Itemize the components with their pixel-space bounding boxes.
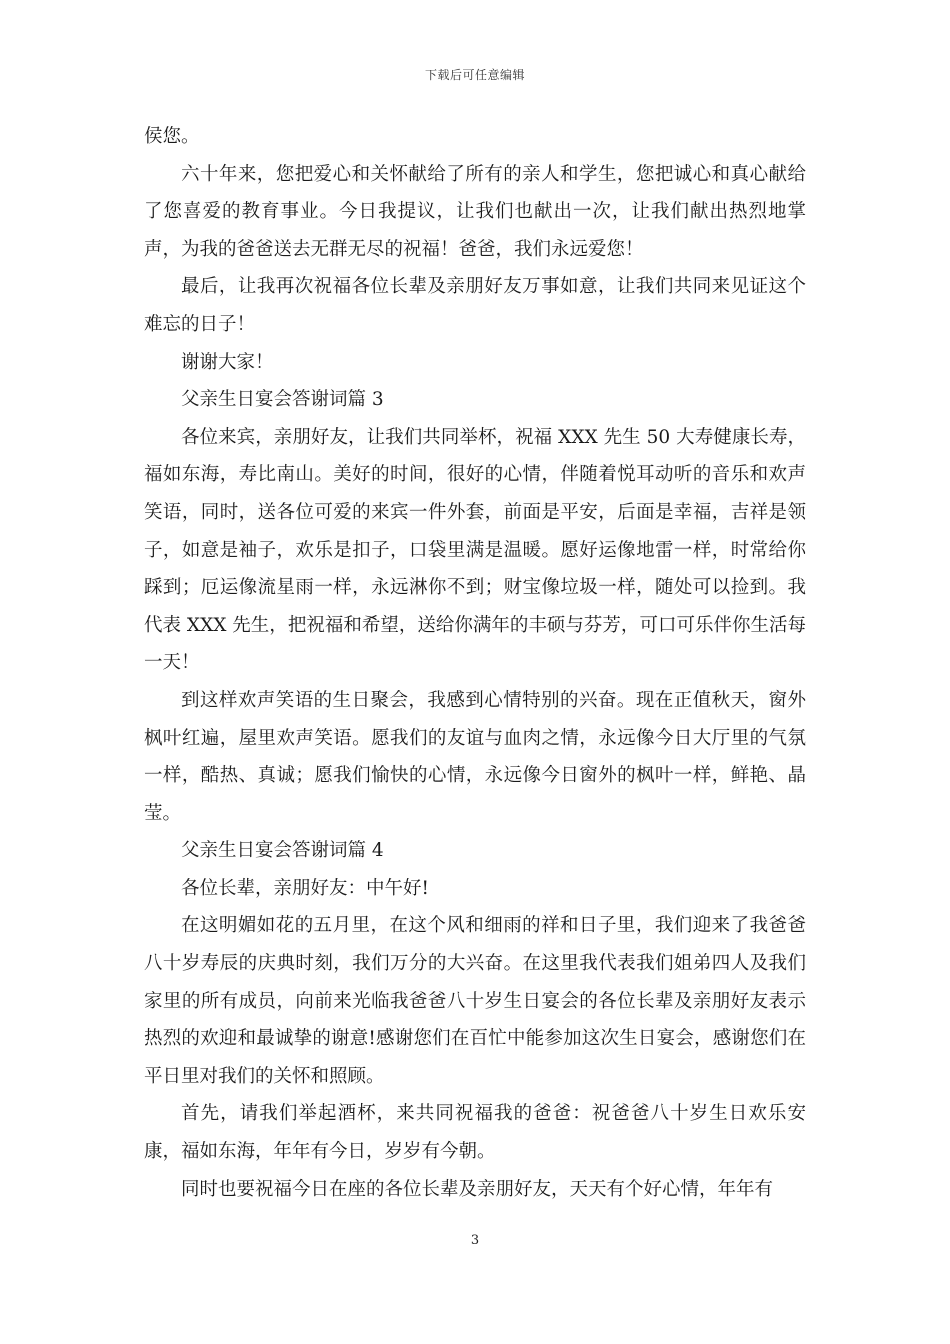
paragraph: 谢谢大家！ [181, 351, 274, 373]
paragraph: 在这明媚如花的五月里，在这个风和细雨的祥和日子里，我们迎来了我爸爸八十岁寿辰的庆典时刻，我们万分的大兴奋。在这里我代表我们姐弟四人及我们家里的所有成员，向前来光临我爸爸八十岁生日宴会的各位长辈及亲朋好友表示热烈的欢迎和最诚挚的谢意!感谢您们在百忙中能参加这次生日宴会，感谢您们在平日里对我们的关怀和照顾。 [144, 915, 806, 1087]
paragraph: 同时也要祝福今日在座的各位长辈及亲朋好友，天天有个好心情，年年有 [181, 1178, 774, 1200]
paragraph: 首先，请我们举起酒杯，来共同祝福我的爸爸：祝爸爸八十岁生日欢乐安康，福如东海，年年有今日，岁岁有今朝。 [144, 1103, 806, 1163]
paragraph: 六十年来，您把爱心和关怀献给了所有的亲人和学生，您把诚心和真心献给了您喜爱的教育事业。今日我提议，让我们也献出一次，让我们献出热烈地掌声，为我的爸爸送去无群无尽的祝福！爸爸，我们永远爱您！ [144, 163, 806, 260]
page-header: 下载后可任意编辑 [424, 68, 525, 82]
paragraph: 最后，让我再次祝福各位长辈及亲朋好友万事如意，让我们共同来见证这个难忘的日子！ [144, 276, 806, 335]
paragraph: 各位来宾，亲朋好友，让我们共同举杯，祝福 XXX 先生 50 大寿健康长寿，福如东海，寿比南山。美好的时间，很好的心情，伴随着悦耳动听的音乐和欢声笑语，同时，送各位可爱的来宾一件外套，前面是平安，后面是幸福，吉祥是领子，如意是袖子，欢乐是扣子，口袋里满是温暖。愿好运像地雷一样，时常给你踩到；厄运像流星雨一样，永远淋你不到；财宝像垃圾一样，随处可以捡到。我代表 XXX 先生，把祝福和希望，送给你满年的丰硕与芬芳，可口可乐伴你生活每一天！ [144, 426, 806, 674]
page-number: 3 [470, 1233, 480, 1248]
section-heading: 父亲生日宴会答谢词篇 4 [181, 840, 384, 862]
greeting-line: 各位长辈，亲朋好友：中午好! [181, 877, 429, 899]
section-heading: 父亲生日宴会答谢词篇 3 [181, 389, 384, 411]
paragraph: 侯您。 [144, 126, 200, 147]
document-body [144, 118, 806, 1208]
paragraph: 到这样欢声笑语的生日聚会，我感到心情特别的兴奋。现在正值秋天，窗外枫叶红遍，屋里欢声笑语。愿我们的友谊与血肉之情，永远像今日大厅里的气氛一样，酷热、真诚；愿我们愉快的心情，永远像今日窗外的枫叶一样，鲜艳、晶莹。 [144, 689, 806, 824]
